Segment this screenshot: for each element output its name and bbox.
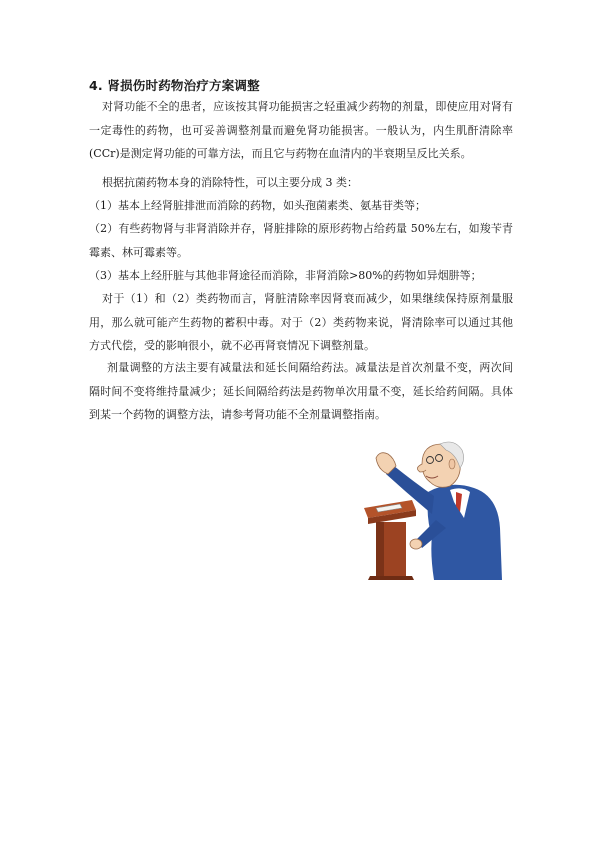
paragraph-dose-adjustment: 剂量调整的方法主要有减量法和延长间隔给药法。减量法是首次剂量不变，两次间隔时间不变将维持量减少；延长间隔给药法是药物单次用量不变，延长给药间隔。具体到某一个药物的调整方法，请参考肾功能不全剂量调整指南。 xyxy=(89,361,513,421)
list-item-3: （3）基本上经肝脏与其他非肾途径而消除，非肾消除>80%的药物如异烟肼等； xyxy=(89,269,482,282)
paragraph-intro: 对肾功能不全的患者，应该按其肾功能损害之轻重减少药物的剂量，即使应用对肾有一定毒性的药物，也可妥善调整剂量而避免肾功能损害。一般认为，内生肌酐清除率(CCr)是测定肾功能的可靠方法，而且它与药物在血清内的半衰期呈反比关系。 xyxy=(89,100,513,160)
section-heading: 4. 肾损伤时药物治疗方案调整 xyxy=(89,78,260,93)
paragraph-classification: 根据抗菌药物本身的消除特性，可以主要分成 3 类： xyxy=(102,176,358,189)
podium-icon xyxy=(364,500,416,580)
list-item-2: （2）有些药物肾与非肾消除并存，肾脏排除的原形药物占给药量 50%左右，如羧苄青霉素、林可霉素等。 xyxy=(89,222,513,259)
paragraph-explanation: 对于（1）和（2）类药物而言，肾脏清除率因肾衰而减少，如果继续保持原剂量服用，那么就可能产生药物的蓄积中毒。对于（2）类药物来说，肾清除率可以通过其他方式代偿，受的影响很小，就不必再肾衰情况下调整剂量。 xyxy=(89,292,513,352)
list-item-1: （1）基本上经肾脏排泄而消除的药物，如头孢菌素类、氨基苷类等； xyxy=(89,199,426,212)
speaker-at-podium-illustration xyxy=(350,436,526,580)
